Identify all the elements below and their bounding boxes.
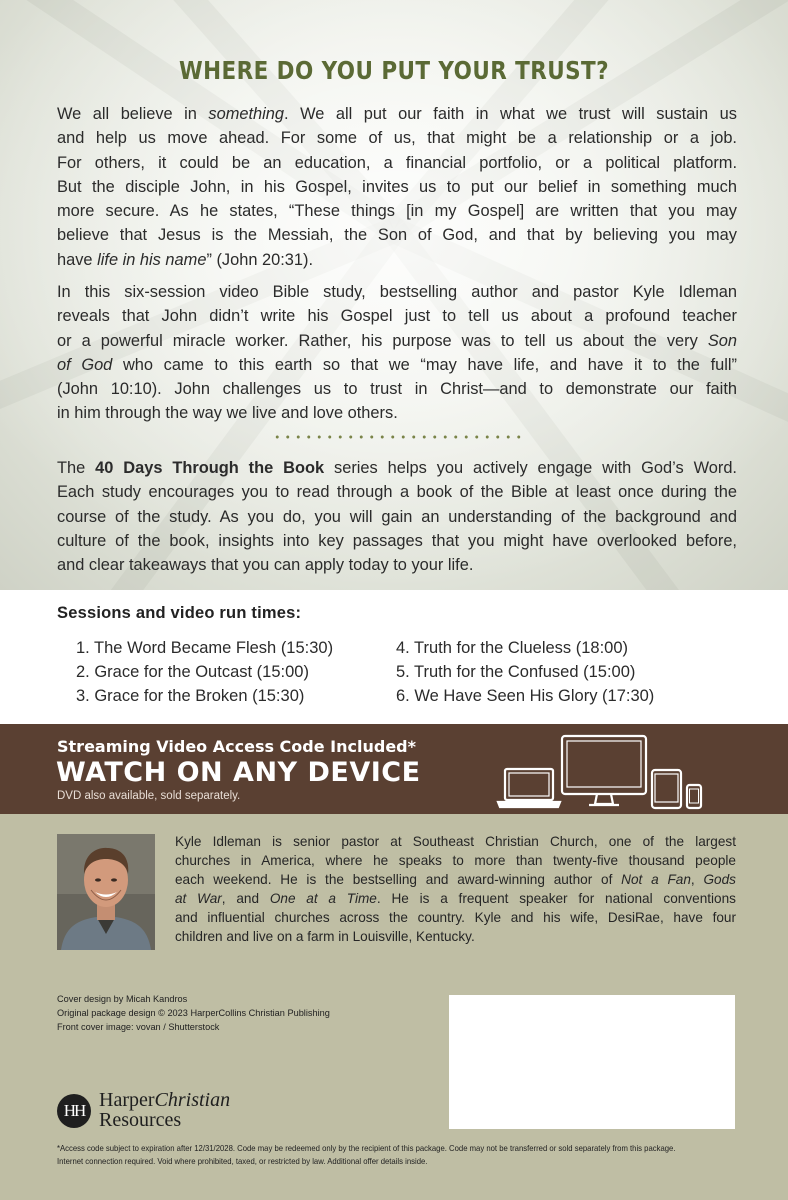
text-line: Kyle Idleman is senior pastor at Southeast Christian Church, one of the largest <box>175 834 736 849</box>
publisher-name-regular: Harper <box>99 1089 155 1111</box>
credit-line: Front cover image: vovan / Shutterstock <box>57 1022 220 1032</box>
bold-text: 40 Days Through the Book <box>95 459 325 477</box>
streaming-code-note: Streaming Video Access Code Included* <box>57 737 416 756</box>
dotted-divider <box>272 432 522 442</box>
desktop-monitor-icon <box>562 736 646 805</box>
text-line: believe that Jesus is the Messiah, the Son of God, and that by believing you may <box>57 226 737 245</box>
text-line: more secure. As he states, “These things [in my Gospel] are written that you may <box>57 202 737 221</box>
session-item: 4. Truth for the Clueless (18:00) <box>396 639 629 657</box>
text-line: Each study encourages you to read through a book of the Bible at least once during the <box>57 483 737 502</box>
session-item: 6. We Have Seen His Glory (17:30) <box>396 687 655 705</box>
intro-paragraph-2 <box>57 280 737 426</box>
disclaimer <box>57 1142 699 1167</box>
description-panel <box>0 0 788 590</box>
text-line: churches in America, where he speaks to more than twenty-five thousand people <box>175 853 736 868</box>
author-panel <box>0 814 788 1200</box>
disclaimer-line: *Access code subject to expiration after 12/31/2028. Code may be redeemed only by the recipient of this package. Code may not be transferred or sold separately from this package. <box>57 1143 676 1153</box>
text-line: have life in his name” (John 20:31). <box>57 250 314 269</box>
tablet-icon <box>652 770 681 808</box>
text-line: in him through the way we live and love others. <box>57 404 398 423</box>
publisher-name-line2: Resources <box>99 1109 182 1131</box>
credit-line: Original package design © 2023 HarperCollins Christian Publishing <box>57 1008 330 1018</box>
disclaimer-line: Internet connection required. Void where prohibited, taxed, or restricted by law. Additional offer details inside. <box>57 1155 428 1166</box>
credits <box>57 992 330 1034</box>
text-line: (John 10:10). John challenges us to trust in Christ—and to demonstrate our faith <box>57 380 737 399</box>
dvd-note: DVD also available, sold separately. <box>57 790 241 802</box>
watch-on-any-device: WATCH ON ANY DEVICE <box>56 757 421 788</box>
session-item: 1. The Word Became Flesh (15:30) <box>76 639 334 657</box>
text-line: at War, and One at a Time. He is a frequent speaker for national conventions <box>175 891 736 906</box>
text-line: We all believe in something. We all put our faith in what we trust will sustain us <box>57 105 737 123</box>
text-line: But the disciple John, in his Gospel, invites us to put our belief in something much <box>57 177 737 196</box>
publisher-name-italic: Christian <box>154 1089 231 1111</box>
sessions-title: Sessions and video run times: <box>57 604 302 622</box>
phone-icon <box>687 785 701 808</box>
text-line: each weekend. He is the bestselling and award-winning author of Not a Fan, Gods <box>175 872 736 887</box>
text-line: reveals that John didn’t write his Gospel just to tell us about a profound teacher <box>57 307 737 326</box>
headline: WHERE DO YOU PUT YOUR TRUST? <box>178 56 610 85</box>
author-photo <box>57 834 155 950</box>
italic-text: Not a Fan <box>621 872 691 887</box>
text-line: of God who came to this earth so that we “may have life, and have it to the full” <box>57 355 737 374</box>
text-line: or a powerful miracle worker. Rather, his purpose was to tell us about the very Son <box>57 331 737 350</box>
intro-paragraph-1 <box>57 102 737 272</box>
italic-text: Son <box>707 331 737 350</box>
laptop-icon <box>498 769 560 807</box>
italic-text: of God <box>57 355 113 374</box>
session-item: 2. Grace for the Outcast (15:00) <box>76 663 309 681</box>
text-line: course of the study. As you do, you will gain an understanding of the background and <box>57 507 737 526</box>
italic-text: something <box>208 105 285 123</box>
text-line: The 40 Days Through the Book series helps you actively engage with God’s Word. <box>57 459 737 477</box>
author-portrait-image <box>57 834 155 950</box>
session-item: 3. Grace for the Broken (15:30) <box>76 687 305 705</box>
text-line: and help us move ahead. For some of us, that might be a relationship or a job. <box>57 129 737 148</box>
publisher-logo <box>57 1090 257 1140</box>
text-line: and influential churches across the country. Kyle and his wife, DesiRae, have four <box>175 910 736 925</box>
devices-illustration <box>496 734 706 810</box>
italic-text: One at a Time <box>269 891 377 906</box>
session-item: 5. Truth for the Confused (15:00) <box>396 663 636 681</box>
credit-line: Cover design by Micah Kandros <box>57 994 188 1004</box>
publisher-name <box>99 1090 230 1130</box>
sessions-list-right <box>396 636 654 708</box>
italic-text: life in his name <box>97 250 207 269</box>
sessions-list-left <box>76 636 333 708</box>
italic-text: Gods <box>703 872 736 887</box>
text-line: In this six-session video Bible study, bestselling author and pastor Kyle Idleman <box>57 283 737 301</box>
text-line: culture of the book, insights into key passages that you might have overlooked before, <box>57 531 737 550</box>
barcode-area <box>449 995 735 1129</box>
author-bio <box>175 832 736 946</box>
series-paragraph <box>57 456 737 577</box>
streaming-banner <box>0 724 788 814</box>
text-line: children and live on a farm in Louisville, Kentucky. <box>175 929 475 944</box>
italic-text: at War <box>175 891 222 906</box>
publisher-mark: HH <box>57 1094 91 1128</box>
text-line: and clear takeaways that you can apply today to your life. <box>57 556 474 575</box>
text-line: For others, it could be an education, a financial portfolio, or a political platform. <box>57 153 737 172</box>
